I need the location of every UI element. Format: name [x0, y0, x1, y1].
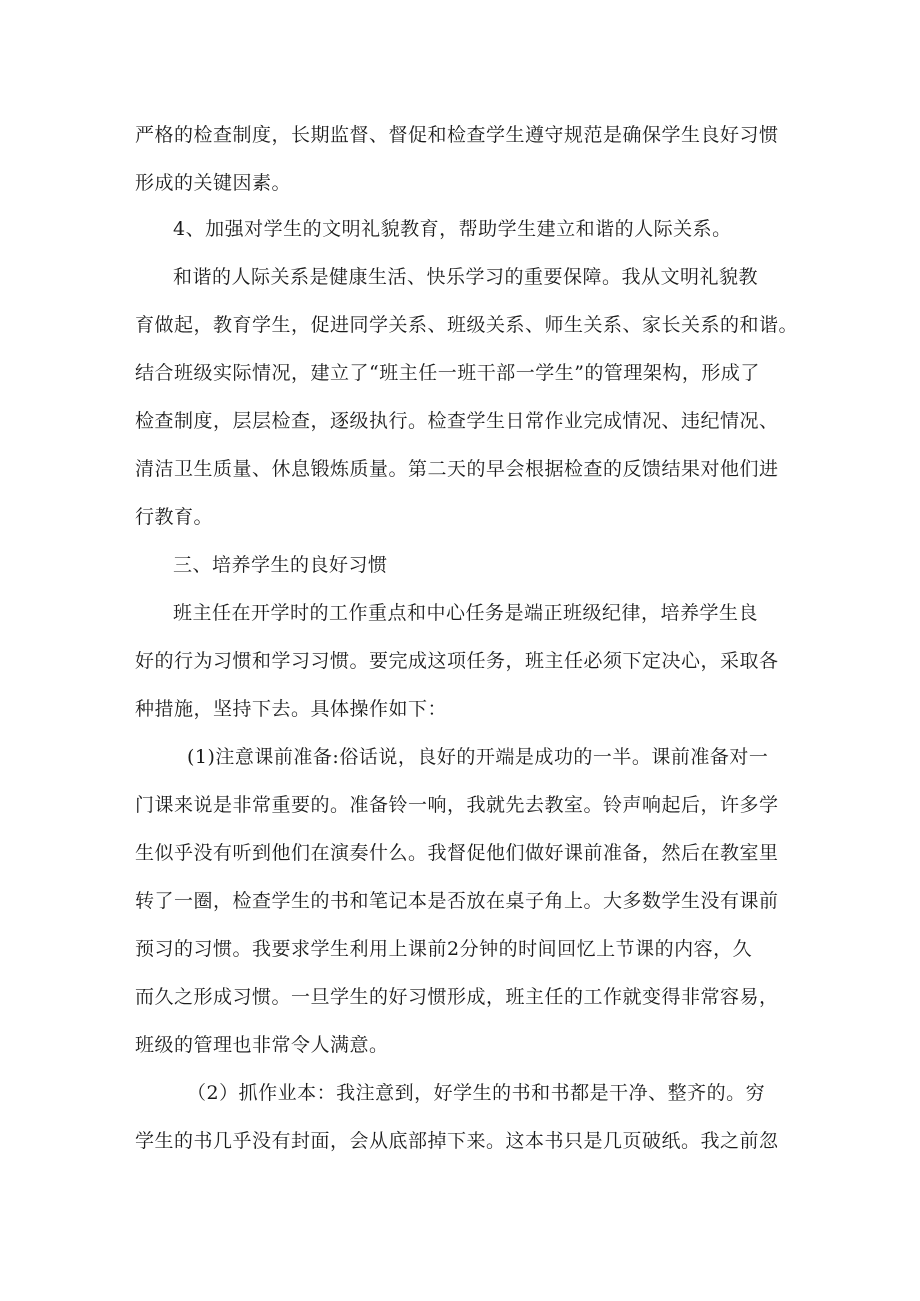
list-item: (1)注意课前准备:俗话说，良好的开端是成功的一半。课前准备对一: [187, 746, 769, 768]
text-line: 结合班级实际情况，建立了“班主任一班干部一学生”的管理架构，形成了: [135, 362, 760, 384]
text-line: 和谐的人际关系是健康生活、快乐学习的重要保障。我从文明礼貌教: [173, 266, 759, 288]
text-line: 育做起，教育学生，促进同学关系、班级关系、师生关系、家长关系的和谐。: [135, 314, 799, 336]
text-line: 转了一圈，检查学生的书和笔记本是否放在桌子角上。大多数学生没有课前: [135, 890, 779, 912]
text-line: 好的行为习惯和学习习惯。要完成这项任务，班主任必须下定决心，采取各: [135, 650, 779, 672]
text-line: 行教育。: [135, 506, 214, 528]
text-line: 生似乎没有听到他们在演奏什么。我督促他们做好课前准备，然后在教室里: [135, 842, 779, 864]
text-line: 清洁卫生质量、休息锻炼质量。第二天的早会根据检查的反馈结果对他们进: [135, 458, 779, 480]
text-line: 种措施，坚持下去。具体操作如下：: [135, 698, 448, 720]
text-line: 形成的关键因素。: [135, 172, 292, 194]
section-heading: 4、加强对学生的文明礼貌教育，帮助学生建立和谐的人际关系。: [173, 218, 732, 240]
text-line: 而久之形成习惯。一旦学生的好习惯形成，班主任的工作就变得非常容易，: [135, 986, 779, 1008]
text-line: 检查制度，层层检查，逐级执行。检查学生日常作业完成情况、违纪情况、: [135, 410, 779, 432]
list-item: （2）抓作业本：我注意到，好学生的书和书都是干净、整齐的。穷: [187, 1082, 766, 1104]
text-line: 预习的习惯。我要求学生利用上课前2分钟的时间回忆上节课的内容，久: [135, 938, 753, 960]
text-line: 班级的管理也非常令人满意。: [135, 1034, 389, 1056]
text-line: 班主任在开学时的工作重点和中心任务是端正班级纪律，培养学生良: [173, 602, 759, 624]
text-line: 严格的检查制度，长期监督、督促和检查学生遵守规范是确保学生良好习惯: [135, 124, 779, 146]
text-line: 学生的书几乎没有封面，会从底部掉下来。这本书只是几页破纸。我之前忽: [135, 1130, 779, 1152]
section-heading: 三、培养学生的良好习惯: [173, 554, 388, 576]
text-line: 门课来说是非常重要的。准备铃一响，我就先去教室。铃声响起后，许多学: [135, 794, 779, 816]
